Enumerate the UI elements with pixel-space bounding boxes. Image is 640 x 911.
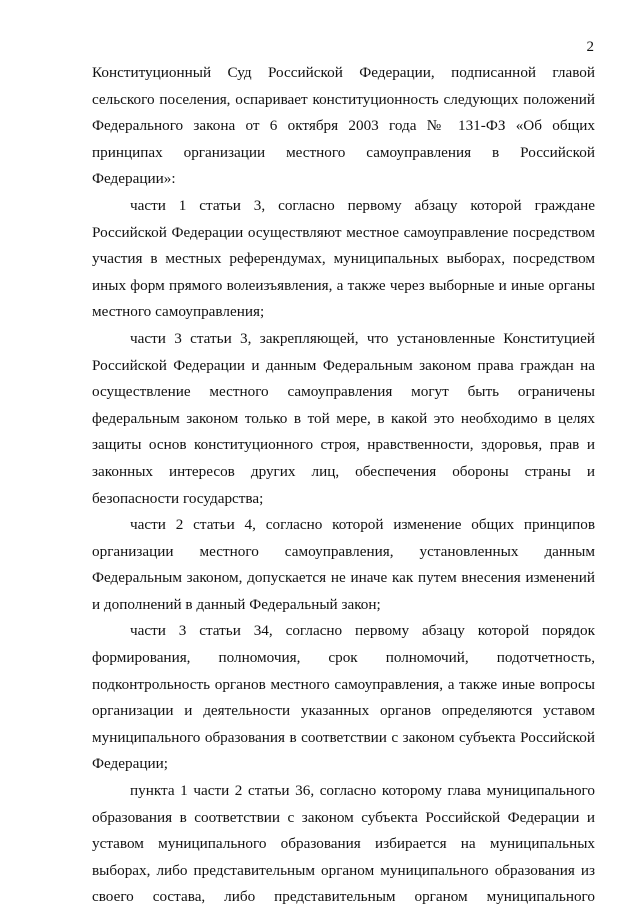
paragraph-article-36-part-2: пункта 1 части 2 статьи 36, согласно которому глава муниципального образования в соответствии с законом субъекта Российской Федерации и уставом муниципального образования избирается на муниципальных выборах, либо представительным органом муниципального образования из своего состава, либо представительным органом муниципального [92, 782, 595, 906]
page-number: 2 [586, 39, 594, 55]
paragraph-article-4-part-2: части 2 статьи 4, согласно которой изменение общих принципов организации местного самоуправления, установленных данным Федеральным законом, допускается не иначе как путем внесения изменений и дополнений в данный Федеральный закон; [92, 516, 595, 613]
paragraph-article-3-part-3: части 3 статьи 3, закрепляющей, что установленные Конституцией Российской Федерации и данным Федеральным законом права граждан на осуществление местного самоуправления могут быть ограничены федеральным законом только в той мере, в какой это необходимо в целях защиты основ конституционного строя, нравственности, здоровья, прав и законных интересов других лиц, обеспечения обороны страны и безопасности государства; [92, 329, 595, 507]
paragraph-intro: Конституционный Суд Российской Федерации, подписанной главой сельского поселения, оспаривает конституционность следующих положений Федерального закона от 6 октября 2003 года № 131-ФЗ «Об общих принципах организации местного самоуправления в Российской Федерации»: [92, 64, 595, 188]
paragraph-article-3-part-1: части 1 статьи 3, согласно первому абзацу которой граждане Российской Федерации осуществляют местное самоуправление посредством участия в местных референдумах, муниципальных выборах, посредством иных форм прямого волеизъявления, а также через выборные и иные органы местного самоуправления; [92, 196, 595, 321]
document-body [92, 60, 595, 911]
paragraph-article-34-part-3: части 3 статьи 34, согласно первому абзацу которой порядок формирования, полномочия, срок полномочий, подотчетность, подконтрольность органов местного самоуправления, а также иные вопросы организации и деятельности указанных органов определяются уставом муниципального образования в соответствии с законом субъекта Российской Федерации; [92, 622, 595, 773]
